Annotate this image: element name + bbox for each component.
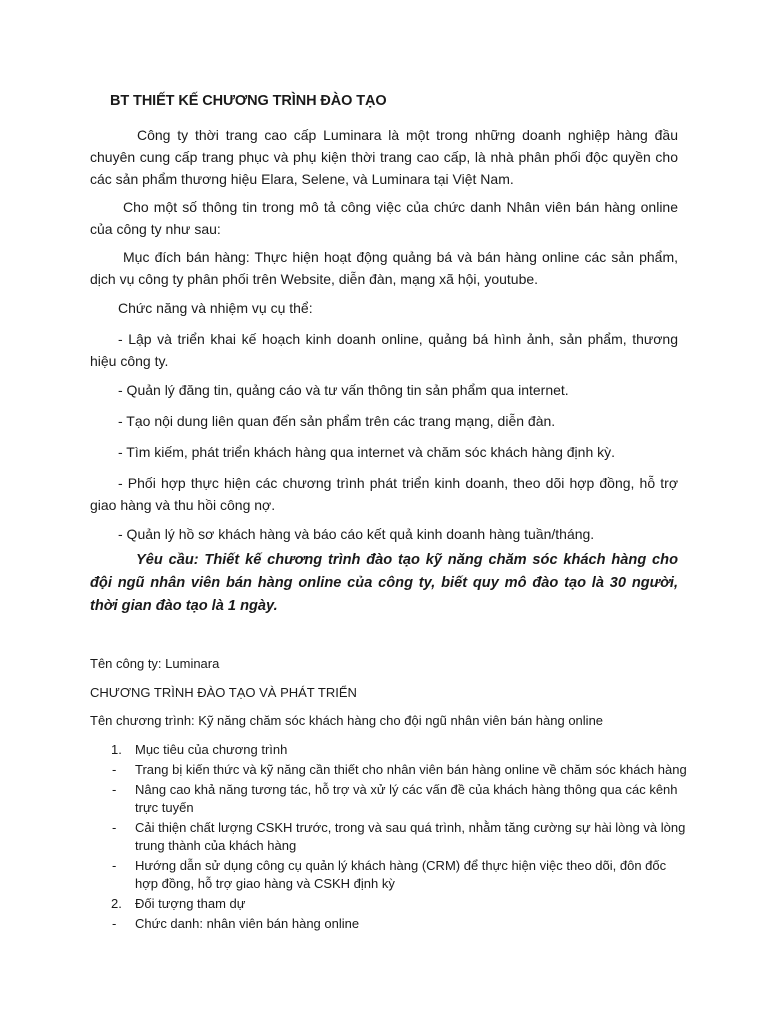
outline-dash: - [112, 782, 117, 797]
outline-dash: - [112, 858, 117, 873]
intro-paragraph: Công ty thời trang cao cấp Luminara là một trong những doanh nghiệp hàng đầu chuyên cung cấp trang phục và phụ kiện thời trang cao cấp, là nhà phân phối độc quyền cho các sản phẩm thương hiệu Elara, Selene, và Luminara tại Việt Nam. [90, 127, 678, 187]
outline-dash: - [112, 820, 117, 835]
outline-item [90, 857, 690, 893]
outline-text: Đối tượng tham dự [135, 896, 246, 911]
outline-item [90, 741, 690, 759]
document-title: BT THIẾT KẾ CHƯƠNG TRÌNH ĐÀO TẠO [110, 93, 387, 109]
duty-item: - Quản lý đăng tin, quảng cáo và tư vấn thông tin sản phẩm qua internet. [118, 382, 569, 398]
program-outline [90, 741, 690, 933]
company-name-line: Tên công ty: Luminara [90, 656, 220, 671]
duties-heading: Chức năng và nhiệm vụ cụ thể: [118, 300, 313, 316]
outline-item [90, 915, 690, 933]
outline-text: Nâng cao khả năng tương tác, hỗ trợ và xử lý các vấn đề của khách hàng thông qua các kênh trực tuyến [135, 782, 678, 815]
outline-text: Cải thiện chất lượng CSKH trước, trong và sau quá trình, nhằm tăng cường sự hài lòng và lòng trung thành của khách hàng [135, 820, 686, 853]
duty-item: - Quản lý hồ sơ khách hàng và báo cáo kết quả kinh doanh hàng tuần/tháng. [118, 526, 595, 542]
requirement-paragraph: Yêu cầu: Thiết kế chương trình đào tạo kỹ năng chăm sóc khách hàng cho đội ngũ nhân viên bán hàng online của công ty, biết quy mô đào tạo là 30 người, thời gian đào tạo là 1 ngày. [90, 552, 678, 614]
outline-text: Hướng dẫn sử dụng công cụ quản lý khách hàng (CRM) để thực hiện việc theo dõi, đôn đốc hợp đồng, hỗ trợ giao hàng và CSKH định kỳ [135, 858, 667, 891]
duty-item: - Phối hợp thực hiện các chương trình phát triển kinh doanh, theo dõi hợp đồng, hỗ trợ giao hàng và thu hồi công nợ. [90, 475, 678, 513]
outline-dash: - [112, 916, 117, 931]
outline-text: Chức danh: nhân viên bán hàng online [135, 916, 360, 931]
outline-number: 2. [111, 896, 122, 911]
outline-text: Mục tiêu của chương trình [135, 742, 288, 757]
duty-item: - Tạo nội dung liên quan đến sản phẩm trên các trang mạng, diễn đàn. [118, 413, 556, 429]
program-heading: CHƯƠNG TRÌNH ĐÀO TẠO VÀ PHÁT TRIỂN [90, 685, 357, 700]
duty-item: - Lập và triển khai kế hoạch kinh doanh online, quảng bá hình ảnh, sản phẩm, thương hiệu công ty. [90, 331, 678, 369]
program-name-line: Tên chương trình: Kỹ năng chăm sóc khách hàng cho đội ngũ nhân viên bán hàng online [90, 713, 604, 728]
job-info-paragraph: Cho một số thông tin trong mô tả công việc của chức danh Nhân viên bán hàng online của công ty như sau: [90, 199, 678, 237]
outline-number: 1. [111, 742, 122, 757]
outline-item [90, 819, 690, 855]
purpose-paragraph: Mục đích bán hàng: Thực hiện hoạt động quảng bá và bán hàng online các sản phẩm, dịch vụ công ty phân phối trên Website, diễn đàn, mạng xã hội, youtube. [90, 249, 678, 287]
outline-item [90, 761, 690, 779]
outline-item [90, 895, 690, 913]
outline-item [90, 781, 690, 817]
outline-text: Trang bị kiến thức và kỹ năng cần thiết cho nhân viên bán hàng online về chăm sóc khách hàng [135, 762, 687, 777]
outline-dash: - [112, 762, 117, 777]
duty-item: - Tìm kiếm, phát triển khách hàng qua internet và chăm sóc khách hàng định kỳ. [118, 444, 616, 460]
